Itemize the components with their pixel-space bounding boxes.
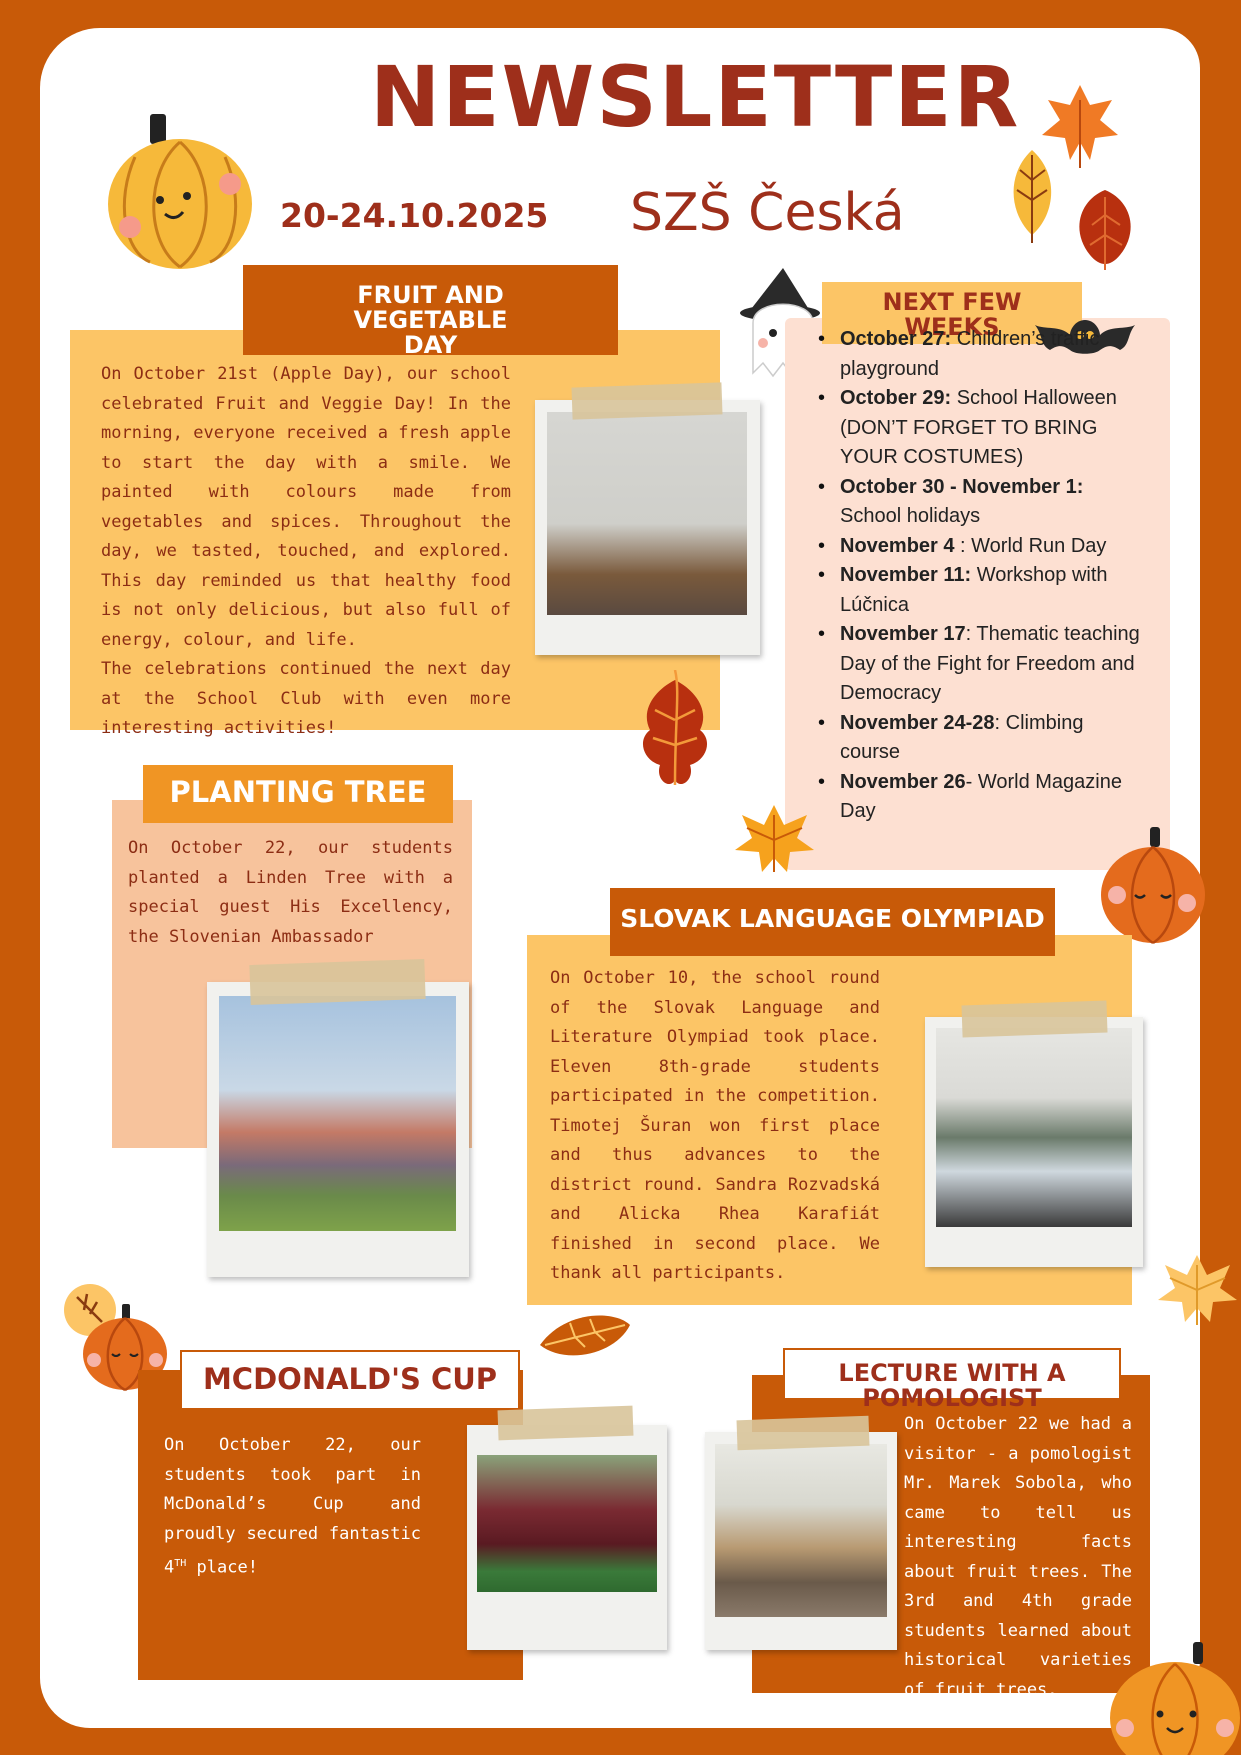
maple-leaf-icon — [732, 800, 817, 875]
photo-tape — [498, 1406, 634, 1441]
event-desc: School Halloween (DON’T FORGET TO BRING YOUR COSTUMES) — [840, 387, 1117, 468]
event-item — [840, 384, 1145, 473]
fruit-day-text-1: On October 21st (Apple Day), our school celebrated Fruit and Veggie Day! In the morning, everyone received a fresh apple to start the day with a smile. We painted with colours made from vegetables and spices. Throughout the day, we tasted, touched, and explored. This day reminded us that healthy food is not only delicious, but also full of energy, colour, and life. — [101, 364, 511, 650]
pumpkin-icon — [105, 112, 255, 272]
pumpkin-icon — [1105, 1640, 1241, 1755]
event-item — [840, 561, 1145, 620]
planting-photo — [207, 982, 469, 1277]
olympiad-text: On October 10, the school round of the Slovak Language and Literature Olympiad took place. Eleven 8th-grade students participated in the competition. Timotej Šuran won first place and thus advances to the district round. Sandra Rozvadská and Alicka Rhea Karafiát finished in second place. We thank all participants. — [550, 968, 880, 1283]
school-name: SZŠ Česká — [630, 183, 905, 243]
event-desc: Children’s traffic playground — [840, 328, 1100, 380]
photo-tape — [249, 959, 425, 1005]
planting-heading: PLANTING TREE — [143, 765, 453, 823]
oak-leaf-icon — [635, 670, 715, 795]
event-item — [840, 473, 1145, 532]
fruit-day-text-2: The celebrations continued the next day at the School Club with even more interesting activities! — [101, 659, 511, 738]
event-item — [840, 620, 1145, 709]
event-desc: : World Run Day — [954, 534, 1107, 557]
photo-tape — [737, 1416, 870, 1451]
week-date: 20-24.10.2025 — [280, 196, 549, 235]
event-date: November 26 — [840, 770, 966, 793]
olympiad-photo — [925, 1017, 1143, 1267]
event-desc: : Thematic teaching Day of the Fight for Freedom and Democracy — [840, 623, 1140, 704]
pumpkin-icon — [1095, 825, 1205, 945]
event-item — [840, 768, 1145, 827]
fruit-day-heading: FRUIT AND VEGETABLE DAY — [243, 265, 618, 355]
photo-tape — [571, 382, 722, 419]
olympiad-heading: SLOVAK LANGUAGE OLYMPIAD — [610, 888, 1055, 956]
event-desc: : Climbing course — [840, 711, 1084, 763]
pomologist-heading: LECTURE WITH A POMOLOGIST — [783, 1348, 1121, 1400]
event-date: November 17 — [840, 623, 966, 645]
red-leaf-icon — [1070, 185, 1140, 275]
event-date: October 27: — [840, 328, 952, 350]
photo-tape — [961, 1000, 1107, 1037]
event-date: October 30 - November 1: — [840, 475, 1084, 498]
mcdonalds-heading: MCDONALD'S CUP — [180, 1350, 520, 1410]
pomologist-text: On October 22 we had a visitor - a pomologist Mr. Marek Sobola, who came to tell us interesting facts about fruit trees. The 3rd and 4th grade students learned about historical varieties of fruit trees. — [904, 1414, 1132, 1700]
pomologist-photo — [705, 1432, 897, 1650]
fruit-day-text — [101, 360, 511, 744]
pomologist-photo-image — [715, 1444, 887, 1617]
page-title: NEWSLETTER — [370, 48, 1021, 146]
fruit-day-photo-image — [547, 412, 747, 615]
leaf-icon — [535, 1305, 635, 1365]
leaf-icon — [1005, 145, 1060, 245]
event-desc: Workshop with Lúčnica — [840, 564, 1108, 616]
events-list — [785, 325, 1145, 827]
planting-text: On October 22, our students planted a Linden Tree with a special guest His Excellency, the Slovenian Ambassador — [128, 838, 453, 947]
event-desc: - World Magazine Day — [840, 770, 1122, 822]
event-item — [840, 532, 1145, 562]
mcdonalds-photo-image — [477, 1455, 657, 1592]
fruit-day-photo — [535, 400, 760, 655]
event-item — [840, 709, 1145, 768]
next-weeks-heading: NEXT FEW WEEKS — [822, 282, 1082, 344]
mcdonalds-text-end: place! — [186, 1557, 258, 1578]
event-desc: School holidays — [840, 505, 981, 527]
event-item — [840, 325, 1145, 384]
maple-leaf-icon — [1155, 1250, 1240, 1330]
olympiad-photo-image — [936, 1028, 1132, 1227]
mcdonalds-text-body: On October 22, our students took part in McDonald’s Cup and proudly secured fantastic 4 — [164, 1435, 421, 1578]
event-date: November 11: — [840, 564, 972, 586]
mcdonalds-text — [164, 1431, 421, 1583]
ordinal-suffix: TH — [174, 1558, 187, 1569]
planting-photo-image — [219, 996, 456, 1231]
event-date: November 24-28 — [840, 711, 995, 734]
event-date: November 4 — [840, 534, 955, 557]
event-date: October 29: — [840, 387, 952, 409]
mcdonalds-photo — [467, 1425, 667, 1650]
